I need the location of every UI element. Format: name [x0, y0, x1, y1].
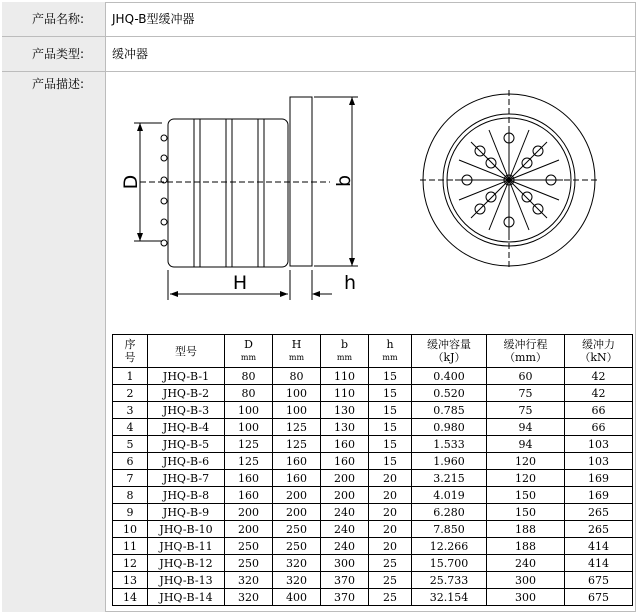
table-cell: 200	[273, 487, 321, 504]
column-header: 缓冲力 （kN）	[565, 335, 633, 368]
table-cell: 160	[273, 470, 321, 487]
table-cell: 9	[113, 504, 148, 521]
table-row	[113, 572, 633, 589]
table-cell: 15	[369, 436, 412, 453]
buffer-front-view	[420, 90, 598, 270]
table-cell: 250	[225, 555, 273, 572]
table-cell: 0.785	[412, 402, 487, 419]
table-cell: 25	[369, 589, 412, 606]
column-header: 缓冲行程 （mm）	[487, 335, 565, 368]
table-cell: 75	[487, 385, 565, 402]
table-cell: 94	[487, 419, 565, 436]
dimension-D-label: D	[120, 174, 142, 190]
table-cell: 80	[225, 368, 273, 385]
table-cell: 4	[113, 419, 148, 436]
table-cell: 160	[321, 453, 369, 470]
table-cell: 188	[487, 538, 565, 555]
table-row	[113, 368, 633, 385]
table-cell: JHQ-B-10	[148, 521, 225, 538]
table-row	[113, 589, 633, 606]
table-cell: 1.533	[412, 436, 487, 453]
table-row	[113, 402, 633, 419]
table-cell: JHQ-B-8	[148, 487, 225, 504]
table-cell: 200	[273, 504, 321, 521]
table-cell: 150	[487, 504, 565, 521]
product-type-value: 缓冲器	[112, 47, 149, 61]
table-cell: 240	[321, 521, 369, 538]
table-cell: 2	[113, 385, 148, 402]
table-cell: 250	[273, 538, 321, 555]
table-row	[113, 385, 633, 402]
table-cell: 60	[487, 368, 565, 385]
table-cell: 20	[369, 538, 412, 555]
dimension-h-label: h	[343, 272, 357, 294]
table-row	[113, 453, 633, 470]
table-cell: 240	[321, 504, 369, 521]
table-cell: 100	[225, 402, 273, 419]
table-cell: 125	[225, 436, 273, 453]
table-cell: 94	[487, 436, 565, 453]
table-cell: 6	[113, 453, 148, 470]
table-cell: 75	[487, 402, 565, 419]
table-cell: 320	[225, 589, 273, 606]
table-cell: 200	[225, 521, 273, 538]
table-cell: 414	[565, 555, 633, 572]
table-cell: 10	[113, 521, 148, 538]
table-cell: 12.266	[412, 538, 487, 555]
table-cell: 1.960	[412, 453, 487, 470]
column-header: 缓冲容量 （kJ）	[412, 335, 487, 368]
table-cell: JHQ-B-12	[148, 555, 225, 572]
table-cell: 200	[321, 470, 369, 487]
column-header: 序 号	[113, 335, 148, 368]
dimension-b-label: b	[333, 174, 355, 188]
table-cell: 120	[487, 453, 565, 470]
table-cell: 160	[225, 470, 273, 487]
table-cell: 8	[113, 487, 148, 504]
table-cell: 3	[113, 402, 148, 419]
table-cell: 32.154	[412, 589, 487, 606]
table-cell: 4.019	[412, 487, 487, 504]
table-row	[113, 487, 633, 504]
table-cell: 25	[369, 555, 412, 572]
table-cell: 20	[369, 487, 412, 504]
table-cell: 130	[321, 402, 369, 419]
table-cell: 240	[321, 538, 369, 555]
table-cell: 265	[565, 504, 633, 521]
table-cell: JHQ-B-5	[148, 436, 225, 453]
table-cell: 160	[321, 436, 369, 453]
table-cell: 320	[225, 572, 273, 589]
table-cell: 100	[273, 402, 321, 419]
table-cell: JHQ-B-13	[148, 572, 225, 589]
table-cell: 125	[273, 436, 321, 453]
product-description-label: 产品描述:	[2, 72, 106, 612]
table-row	[113, 419, 633, 436]
table-cell: 15	[369, 402, 412, 419]
table-row	[113, 555, 633, 572]
table-cell: 130	[321, 419, 369, 436]
table-cell: 20	[369, 470, 412, 487]
product-type-label: 产品类型:	[2, 37, 106, 71]
table-cell: 42	[565, 385, 633, 402]
buffer-body-outline	[168, 119, 288, 267]
table-cell: 400	[273, 589, 321, 606]
table-cell: JHQ-B-14	[148, 589, 225, 606]
table-cell: JHQ-B-6	[148, 453, 225, 470]
table-row	[113, 470, 633, 487]
table-cell: 250	[225, 538, 273, 555]
table-cell: 300	[321, 555, 369, 572]
table-cell: JHQ-B-7	[148, 470, 225, 487]
table-cell: 125	[225, 453, 273, 470]
table-cell: 160	[273, 453, 321, 470]
product-name-label: 产品名称:	[2, 2, 106, 36]
table-cell: 25	[369, 572, 412, 589]
table-cell: 125	[273, 419, 321, 436]
table-cell: 200	[225, 504, 273, 521]
table-cell: 15	[369, 453, 412, 470]
table-cell: 250	[273, 521, 321, 538]
product-name-value: JHQ-B型缓冲器	[112, 12, 195, 26]
table-cell: 15	[369, 419, 412, 436]
table-cell: 3.215	[412, 470, 487, 487]
column-header: D mm	[225, 335, 273, 368]
table-cell: 13	[113, 572, 148, 589]
table-cell: 110	[321, 368, 369, 385]
table-cell: 103	[565, 436, 633, 453]
table-cell: 103	[565, 453, 633, 470]
buffer-studs	[161, 135, 167, 246]
table-cell: 0.520	[412, 385, 487, 402]
dimension-H-label: H	[232, 272, 248, 294]
column-header: H mm	[273, 335, 321, 368]
table-cell: JHQ-B-1	[148, 368, 225, 385]
table-row	[113, 538, 633, 555]
table-cell: 7.850	[412, 521, 487, 538]
table-cell: 300	[487, 589, 565, 606]
table-row	[113, 436, 633, 453]
table-cell: 66	[565, 402, 633, 419]
table-cell: JHQ-B-9	[148, 504, 225, 521]
table-cell: 15	[369, 385, 412, 402]
column-header: b mm	[321, 335, 369, 368]
table-cell: 169	[565, 470, 633, 487]
table-cell: 188	[487, 521, 565, 538]
table-cell: 6.280	[412, 504, 487, 521]
table-row	[113, 504, 633, 521]
table-row	[113, 521, 633, 538]
table-cell: JHQ-B-2	[148, 385, 225, 402]
table-cell: 160	[225, 487, 273, 504]
column-header: h mm	[369, 335, 412, 368]
table-cell: 100	[273, 385, 321, 402]
table-cell: 120	[487, 470, 565, 487]
table-cell: 20	[369, 504, 412, 521]
table-cell: 265	[565, 521, 633, 538]
table-cell: 15	[369, 368, 412, 385]
table-cell: 42	[565, 368, 633, 385]
table-cell: 320	[273, 572, 321, 589]
table-cell: JHQ-B-4	[148, 419, 225, 436]
buffer-technical-drawing	[107, 73, 635, 335]
table-cell: 1	[113, 368, 148, 385]
table-cell: 12	[113, 555, 148, 572]
table-cell: 25.733	[412, 572, 487, 589]
table-cell: 240	[487, 555, 565, 572]
table-cell: 370	[321, 572, 369, 589]
table-cell: 370	[321, 589, 369, 606]
table-cell: 66	[565, 419, 633, 436]
table-cell: 300	[487, 572, 565, 589]
table-cell: 100	[225, 419, 273, 436]
table-cell: 414	[565, 538, 633, 555]
table-cell: JHQ-B-11	[148, 538, 225, 555]
table-cell: 15.700	[412, 555, 487, 572]
table-cell: 11	[113, 538, 148, 555]
table-header-row	[113, 335, 633, 368]
table-cell: 110	[321, 385, 369, 402]
table-cell: 169	[565, 487, 633, 504]
table-cell: 200	[321, 487, 369, 504]
table-cell: 320	[273, 555, 321, 572]
table-cell: JHQ-B-3	[148, 402, 225, 419]
spec-table	[112, 334, 633, 606]
table-cell: 0.400	[412, 368, 487, 385]
table-cell: 675	[565, 572, 633, 589]
table-cell: 80	[225, 385, 273, 402]
table-cell: 20	[369, 521, 412, 538]
table-cell: 7	[113, 470, 148, 487]
table-cell: 150	[487, 487, 565, 504]
table-cell: 0.980	[412, 419, 487, 436]
column-header: 型号	[148, 335, 225, 368]
table-cell: 14	[113, 589, 148, 606]
table-cell: 675	[565, 589, 633, 606]
table-cell: 80	[273, 368, 321, 385]
table-cell: 5	[113, 436, 148, 453]
